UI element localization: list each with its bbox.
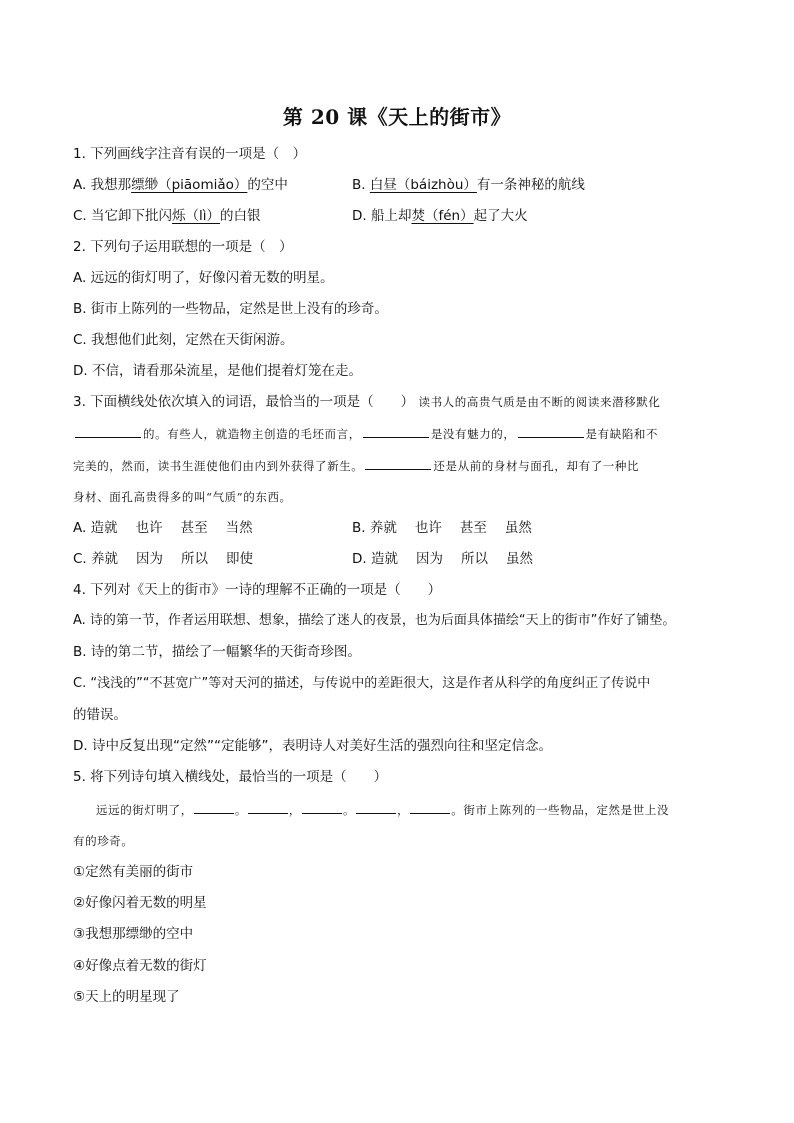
q1-option-d-underlined: 焚（fén） <box>411 208 474 224</box>
q2-option-b: B. 街市上陈列的一些物品，定然是世上没有的珍奇。 <box>73 301 388 317</box>
q2-option-c: C. 我想他们此刻，定然在天街闲游。 <box>73 332 294 348</box>
q5-item-5: ⑤天上的明星现了 <box>73 989 180 1005</box>
q5-passage-line-1: 远远的街灯明了， 。 ， 。 ， 。街市上陈列的一些物品，定然是世上没 <box>96 799 669 821</box>
q3-option-c: C. 养就 因为 所以 即使 <box>73 551 254 567</box>
q5-item-3: ③我想那缥缈的空中 <box>73 926 194 942</box>
page-title: 第 20 课《天上的街市》 <box>282 105 512 129</box>
q4-option-a: A. 诗的第一节，作者运用联想、想象，描绘了迷人的夜景，也为后面具体描绘“天上的街市”作好了铺垫。 <box>73 613 676 628</box>
q1-option-c-underlined: 烁（lì） <box>172 208 221 224</box>
q5-item-1: ①定然有美丽的街市 <box>73 864 194 880</box>
q5-passage-line-2: 有的珍奇。 <box>73 834 134 848</box>
q1-option-d: D. 船上却焚（fén）起了大火 <box>352 208 528 224</box>
q4-option-c-line-2: 的错误。 <box>73 707 127 723</box>
q4-stem: 4. 下列对《天上的街市》一诗的理解不正确的一项是（ ） <box>73 582 442 598</box>
q3-stem: 3. 下面横线处依次填入的词语，最恰当的一项是（ ） 读书人的高贵气质是由不断的阅读来潜移默化 <box>73 394 661 410</box>
q2-option-a: A. 远远的街灯明了，好像闪着无数的明星。 <box>73 270 334 286</box>
q1-option-b: B. 白昼（báizhòu）有一条神秘的航线 <box>352 177 585 193</box>
q5-item-4: ④好像点着无数的街灯 <box>73 958 207 974</box>
q4-option-c-line-1: C. “浅浅的”“不甚宽广”等对天河的描述，与传说中的差距很大，这是作者从科学的角度纠正了传说中 <box>73 676 651 691</box>
q1-option-c: C. 当它卸下批闪烁（lì）的白银 <box>73 208 261 224</box>
q3-option-b: B. 养就 也许 甚至 虽然 <box>352 520 532 536</box>
q2-stem: 2. 下列句子运用联想的一项是（ ） <box>73 239 293 255</box>
q2-option-d: D. 不信，请看那朵流星，是他们提着灯笼在走。 <box>73 363 362 379</box>
q5-item-2: ②好像闪着无数的明星 <box>73 895 207 911</box>
q3-option-a: A. 造就 也许 甚至 当然 <box>73 520 253 536</box>
q1-option-a: A. 我想那缥缈（piāomiǎo）的空中 <box>73 177 288 193</box>
q1-option-a-underlined: 缥缈（piāomiǎo） <box>131 177 248 193</box>
q5-stem: 5. 将下列诗句填入横线处，最恰当的一项是（ ） <box>73 769 388 785</box>
q3-option-d: D. 造就 因为 所以 虽然 <box>352 551 533 567</box>
q3-passage-line-1: 读书人的高贵气质是由不断的阅读来潜移默化 <box>418 395 661 409</box>
q4-option-d: D. 诗中反复出现“定然”“定能够”，表明诗人对美好生活的强烈向往和坚定信念。 <box>73 738 552 754</box>
q1-stem: 1. 下列画线字注音有误的一项是（ ） <box>73 146 307 162</box>
q4-option-b: B. 诗的第二节，描绘了一幅繁华的天街奇珍图。 <box>73 644 361 660</box>
q3-passage-line-3: 完美的，然而，读书生涯使他们由内到外获得了新生。 还是从前的身材与面孔，却有了一种比 <box>73 455 639 477</box>
q3-passage-line-2: 的。有些人，就造物主创造的毛坯而言， 是没有魅力的， 是有缺陷和不 <box>73 423 658 445</box>
q3-passage-line-4: 身材、面孔高贵得多的叫“气质”的东西。 <box>73 490 292 504</box>
q1-option-b-underlined: 白昼（báizhòu） <box>369 177 477 193</box>
